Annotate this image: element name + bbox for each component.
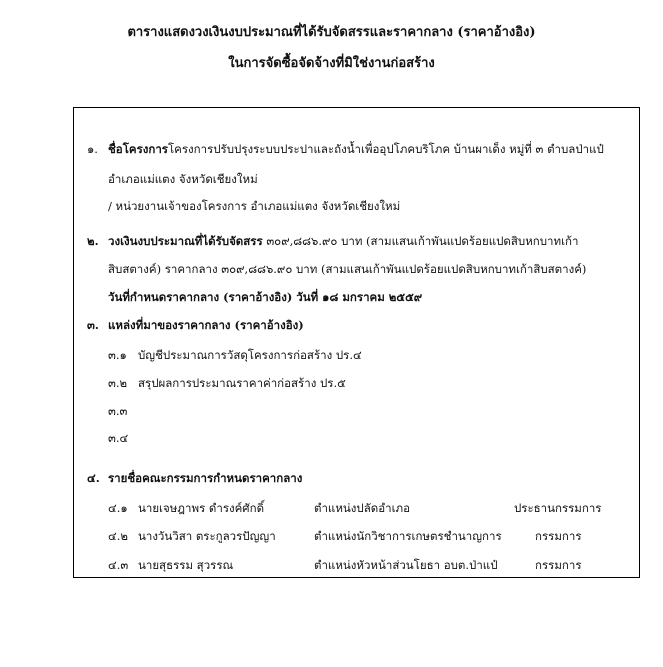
member1-number: ๔.๑ [108, 501, 128, 515]
item4-number: ๔. [87, 471, 100, 485]
document-title: ตารางแสดงวงเงินงบประมาณที่ได้รับจัดสรรและราคากลาง (ราคาอ้างอิง) [127, 25, 536, 40]
member3-role: กรรมการ [535, 558, 582, 572]
item1-number: ๑. [87, 142, 98, 156]
item3-sub2-text: สรุปผลการประมาณราคาค่าก่อสร้าง ปร.๕ [138, 376, 346, 390]
member2-name: นางวันวิสา ตระกูลวรปัญญา [138, 529, 276, 543]
item2-line1 [108, 234, 578, 248]
item2-number: ๒. [87, 234, 99, 248]
document-subtitle: ในการจัดซื้อจัดจ้างที่มิใช่งานก่อสร้าง [228, 56, 435, 71]
item1-text1: โครงการปรับปรุงระบบประปาและถังน้ำเพื่ออุปโภคบริโภค บ้านผาเด็ง หมู่ที่ ๓ ตำบลป่าแป๋ [167, 142, 604, 156]
item3-number: ๓. [87, 318, 99, 332]
item2-label: วงเงินงบประมาณที่ได้รับจัดสรร [108, 234, 263, 248]
member2-role: กรรมการ [535, 529, 582, 543]
item3-sub4-number: ๓.๔ [108, 431, 129, 445]
item3-sub3-number: ๓.๓ [108, 404, 128, 418]
item1-text3: / หน่วยงานเจ้าของโครงการ อำเภอแม่แตง จังหวัดเชียงใหม่ [108, 199, 401, 213]
item2-date-line: วันที่กำหนดราคากลาง (ราคาอ้างอิง) วันที่ ๑๘ มกราคม ๒๕๕๙ [108, 290, 423, 304]
item1-label: ชื่อโครงการ [108, 142, 168, 156]
item1-line1 [108, 142, 604, 156]
item3-sub1-text: บัญชีประมาณการวัสดุโครงการก่อสร้าง ปร.๔ [138, 348, 362, 362]
member1-position: ตำแหน่งปลัดอำเภอ [314, 501, 410, 515]
item4-label: รายชื่อคณะกรรมการกำหนดราคากลาง [108, 471, 303, 485]
item1-text2: อำเภอแม่แตง จังหวัดเชียงใหม่ [108, 172, 258, 186]
member2-number: ๔.๒ [108, 529, 128, 543]
member3-position: ตำแหน่งหัวหน้าส่วนโยธา อบต.ป่าแป๋ [314, 558, 498, 572]
item3-sub1-number: ๓.๑ [108, 348, 127, 362]
item2-text2: สิบสตางค์) ราคากลาง ๓๐๙,๘๘๖.๙๐ บาท (สามแสนเก้าพันแปดร้อยแปดสิบหกบาทเก้าสิบสตางค์) [108, 262, 587, 276]
item2-text1: ๓๐๙,๘๘๖.๙๐ บาท (สามแสนเก้าพันแปดร้อยแปดสิบหกบาทเก้า [266, 234, 579, 248]
member3-number: ๔.๓ [108, 558, 129, 572]
member1-name: นายเจษฎาพร ดำรงค์ศักดิ์ [138, 501, 265, 515]
member1-role: ประธานกรรมการ [514, 501, 602, 515]
item3-sub2-number: ๓.๒ [108, 376, 128, 390]
member2-position: ตำแหน่งนักวิชาการเกษตรชำนาญการ [314, 529, 502, 543]
item3-label: แหล่งที่มาของราคากลาง (ราคาอ้างอิง) [108, 318, 304, 332]
member3-name: นายสุธรรม สุวรรณ [138, 558, 234, 572]
